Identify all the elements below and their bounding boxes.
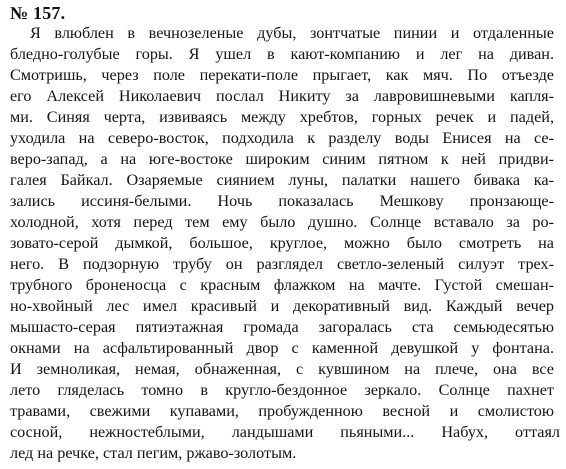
- text-line: лед на речке, стал пегим, ржаво-золотым.: [10, 444, 297, 462]
- text-line: зались иссиня-белыми. Ночь показалась Мешкову пронзающе-: [10, 192, 554, 210]
- exercise-number: № 157.: [10, 3, 66, 23]
- text-line: веро-запад, а на юге-востоке широким синим пятном к ней придви-: [10, 150, 554, 168]
- text-line: Смотришь, через поле перекати-поле прыгает, как мяч. По отъезде: [10, 66, 554, 84]
- text-line: него. В подзорную трубу он разглядел светло-зеленый силуэт трех-: [10, 255, 554, 273]
- text-line: окнами на асфальтированный двор с каменной девушкой у фонтана.: [10, 339, 554, 357]
- text-line: его Алексей Николаевич послал Никиту за лавровишневыми капля-: [10, 87, 554, 105]
- text-line: галея Байкал. Озаряемые сиянием луны, палатки нашего бивака ка-: [10, 171, 554, 189]
- text-line: лето гляделась томно в кругло-бездонное зеркало. Солнце пахнет: [10, 381, 554, 399]
- text-line: холодной, хотя перед тем ему было душно. Солнце вставало за ро-: [10, 213, 554, 231]
- text-line: но-хвойный лес имел красивый и декоративный вид. Каждый вечер: [10, 297, 554, 315]
- text-line: Я влюблен в вечнозеленые дубы, зонтчатые пинии и отдаленные: [30, 24, 554, 42]
- text-line: ми. Синяя черта, извиваясь между хребтов, горных речек и падей,: [10, 108, 554, 126]
- text-line: И земноликая, немая, обнаженная, с кувшином на плече, она все: [10, 360, 554, 378]
- text-line: мышасто-серая пятиэтажная громада загоралась ста семьюдесятью: [10, 318, 554, 336]
- text-line: трубного броненосца с красным флажком на мачте. Густой смешан-: [10, 276, 554, 294]
- text-line: уходила на северо-восток, подходила к разделу воды Енисея на се-: [10, 129, 554, 147]
- text-line: бледно-голубые горы. Я ушел в кают-компанию и лег на диван.: [10, 45, 554, 63]
- text-line: зовато-серой дымкой, большое, круглое, можно было смотреть на: [10, 234, 554, 252]
- text-line: травами, свежими купавами, пробужденною весной и смолистою: [10, 402, 554, 420]
- text-line: сосной, нежностеблыми, ландышами пьяными... Набух, оттаял: [10, 423, 560, 441]
